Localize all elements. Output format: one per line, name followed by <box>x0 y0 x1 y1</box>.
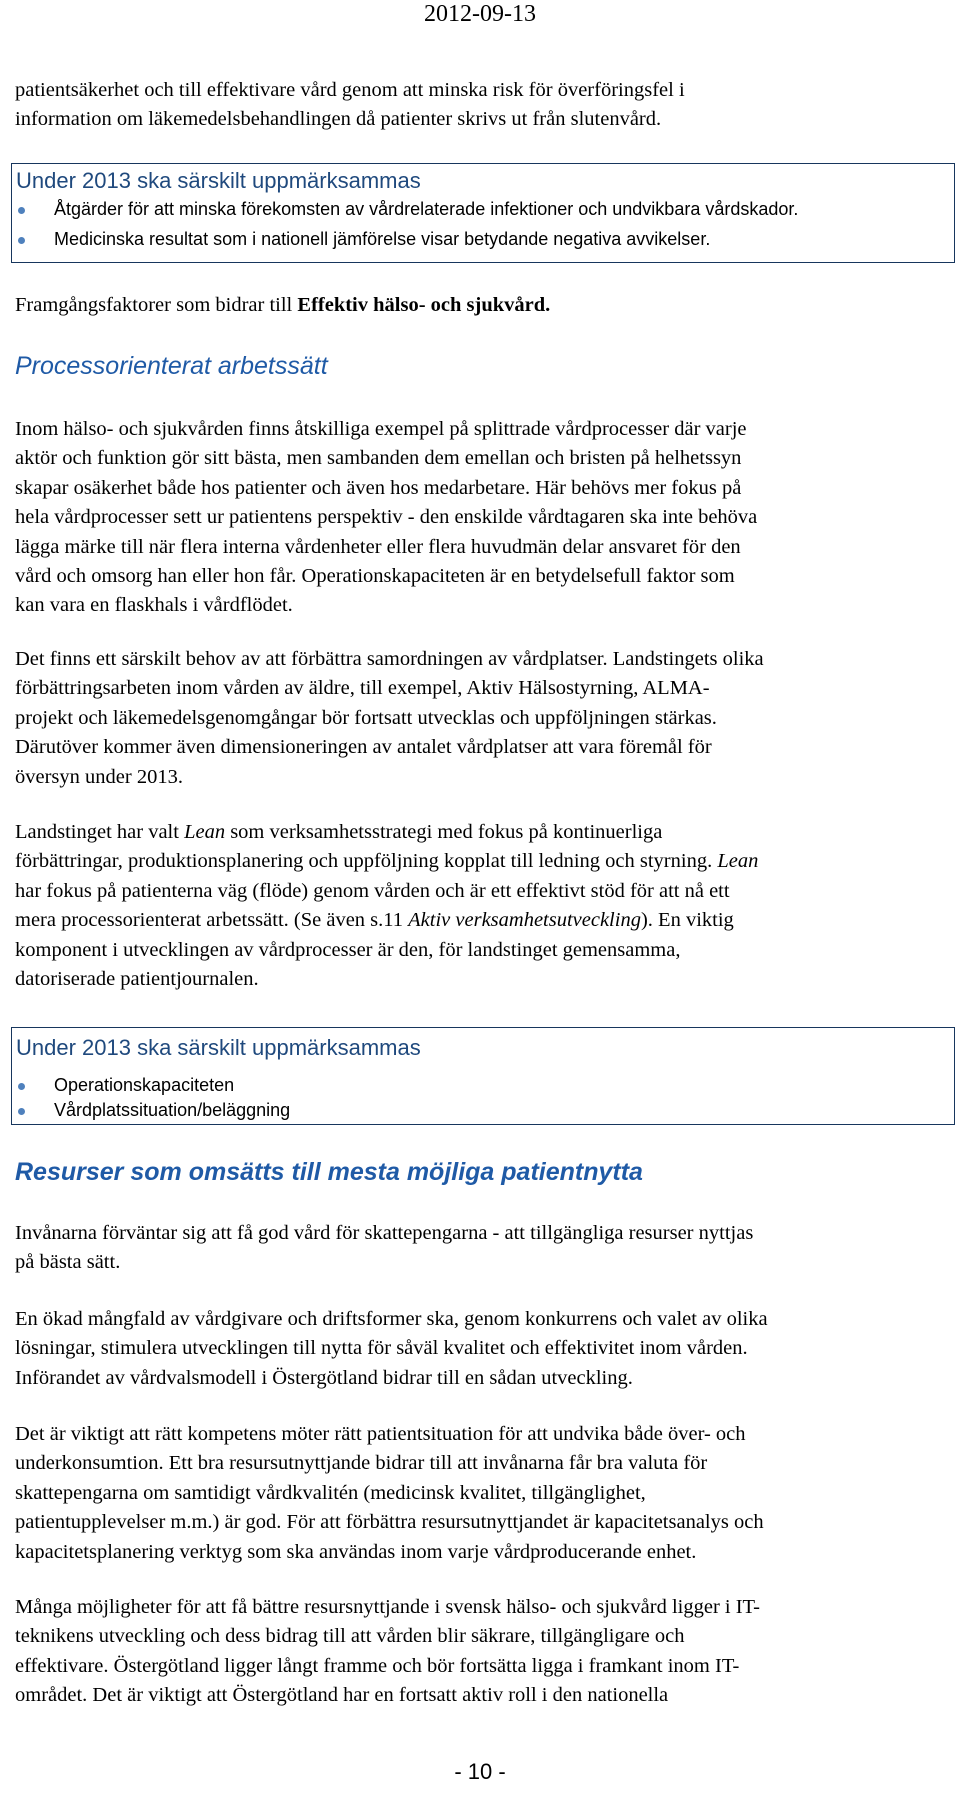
list-item <box>16 1098 954 1123</box>
lean-term: Lean <box>717 850 759 873</box>
text-line: Det är viktigt att rätt kompetens möter rätt patientsituation för att undvika både över- och <box>15 1423 746 1445</box>
list-item <box>16 197 954 222</box>
text-line: mera processorienterat arbetssätt. (Se även s.11 Aktiv verksamhetsutveckling). En viktig <box>15 909 734 932</box>
text-line: information om läkemedelsbehandlingen då patienter skrivs ut från slutenvård. <box>15 108 662 131</box>
intro-paragraph <box>15 76 945 135</box>
cross-reference: Aktiv verksamhetsutveckling <box>408 909 641 932</box>
bullet-icon <box>18 207 25 214</box>
text-line: området. Det är viktigt att Östergötland har en fortsatt aktiv roll i den nationella <box>15 1684 669 1707</box>
text-line: lösningar, stimulera utvecklingen till nytta för såväl kvalitet och effektivitet inom vården. <box>15 1337 748 1360</box>
attention-box-2 <box>11 1027 955 1125</box>
bullet-icon <box>18 1083 25 1090</box>
bullet-icon <box>18 237 25 244</box>
success-emphasis: Effektiv hälso- och sjukvård. <box>297 294 551 316</box>
text-line: Inom hälso- och sjukvården finns åtskilliga exempel på splittrade vårdprocesser där varje <box>15 418 747 440</box>
text-line: underkonsumtion. Ett bra resursutnyttjande bidrar till att invånarna får bra valuta för <box>15 1452 708 1475</box>
text-line: effektivare. Östergötland ligger långt framme och bör fortsätta ligga i framkant inom IT- <box>15 1654 740 1677</box>
text-line: skattepengarna om samtidigt vårdkvalitén (medicinsk kvalitet, tillgänglighet, <box>15 1481 646 1504</box>
page-number: - 10 - <box>454 1759 506 1784</box>
process-paragraph-2 <box>15 645 945 792</box>
text-line: kapacitetsplanering verktyg som ska användas inom varje vårdproducerande enhet. <box>15 1540 697 1563</box>
text-line: Införandet av vårdvalsmodell i Östergötland bidrar till en sådan utveckling. <box>15 1366 633 1389</box>
text-line: Det finns ett särskilt behov av att förbättra samordningen av vårdplatser. Landstingets olika <box>15 648 764 670</box>
section-heading-process: Processorienterat arbetssätt <box>15 352 328 380</box>
list-item-text: Medicinska resultat som i nationell jämförelse visar betydande negativa avvikelser. <box>54 229 711 249</box>
text-line: teknikens utveckling och dess bidrag till att vården blir säkrare, tillgängligare och <box>15 1625 685 1648</box>
process-paragraph-3 <box>15 818 945 994</box>
attention-list <box>16 197 954 252</box>
text-line: lägga märke till när flera interna vårdenheter eller flera huvudmän delar ansvaret för den <box>15 535 741 558</box>
text-line: Därutöver kommer även dimensioneringen av antalet vårdplatser att vara föremål för <box>15 736 712 759</box>
resources-paragraph-1 <box>15 1219 945 1278</box>
text-line: projekt och läkemedelsgenomgångar bör fortsatt utvecklas och uppföljningen stärkas. <box>15 706 717 729</box>
text-line: Landstinget har valt Lean som verksamhetsstrategi med fokus på kontinuerliga <box>15 821 663 843</box>
list-item <box>16 227 954 252</box>
text-line: komponent i utvecklingen av vårdprocesser är den, för landstinget gemensamma, <box>15 938 681 961</box>
list-item-text: Operationskapaciteten <box>54 1075 235 1095</box>
list-item-text: Åtgärder för att minska förekomsten av vårdrelaterade infektioner och undvikbara vårdskador. <box>54 199 799 219</box>
lean-term: Lean <box>184 821 226 843</box>
success-factors-line <box>15 291 945 320</box>
text-line: En ökad mångfald av vårdgivare och driftsformer ska, genom konkurrens och valet av olika <box>15 1308 768 1330</box>
text-line: översyn under 2013. <box>15 765 183 788</box>
text-line: förbättringsarbeten inom vården av äldre, till exempel, Aktiv Hälsostyrning, ALMA- <box>15 677 710 700</box>
list-item-text: Vårdplatssituation/beläggning <box>54 1100 291 1120</box>
text-line: vård och omsorg han eller hon får. Operationskapaciteten är en betydelsefull faktor som <box>15 565 735 588</box>
text-line: kan vara en flaskhals i vårdflödet. <box>15 594 293 617</box>
attention-list <box>16 1073 954 1123</box>
text-line: skapar osäkerhet både hos patienter och även hos medarbetare. Här behövs mer fokus på <box>15 476 742 499</box>
text-line: har fokus på patienterna väg (flöde) genom vården och är ett effektivt stöd för att nå ett <box>15 879 730 902</box>
text-line: Invånarna förväntar sig att få god vård för skattepengarna - att tillgängliga resurser nyttjas <box>15 1222 754 1244</box>
text-line: patientsäkerhet och till effektivare vård genom att minska risk för överföringsfel i <box>15 79 685 101</box>
process-paragraph-1 <box>15 415 945 621</box>
success-prefix: Framgångsfaktorer som bidrar till <box>15 294 298 316</box>
text-line: patientupplevelser m.m.) är god. För att förbättra resursutnyttjandet är kapacitetsanalys och <box>15 1511 764 1534</box>
text-line: Många möjligheter för att få bättre resursnyttjande i svensk hälso- och sjukvård ligger i IT- <box>15 1596 761 1618</box>
resources-paragraph-3 <box>15 1420 945 1567</box>
list-item <box>16 1073 954 1098</box>
text-line: förbättringar, produktionsplanering och uppföljning kopplat till ledning och styrning. Lean <box>15 850 759 873</box>
text-line: datoriserade patientjournalen. <box>15 968 259 991</box>
text-line: på bästa sätt. <box>15 1251 121 1274</box>
attention-box-title: Under 2013 ska särskilt uppmärksammas <box>16 1035 421 1060</box>
text-line: hela vårdprocesser sett ur patientens perspektiv - den enskilde vårdtagaren ska inte behöva <box>15 506 758 529</box>
bullet-icon <box>18 1108 25 1115</box>
text-line: aktör och funktion gör sitt bästa, men sambanden dem emellan och bristen på helhetssyn <box>15 447 742 470</box>
attention-box-title: Under 2013 ska särskilt uppmärksammas <box>16 168 421 193</box>
attention-box-1 <box>11 163 955 263</box>
section-heading-resources: Resurser som omsätts till mesta möjliga patientnytta <box>15 1158 643 1186</box>
resources-paragraph-4 <box>15 1593 945 1711</box>
resources-paragraph-2 <box>15 1305 945 1393</box>
header-date: 2012-09-13 <box>424 1 536 27</box>
